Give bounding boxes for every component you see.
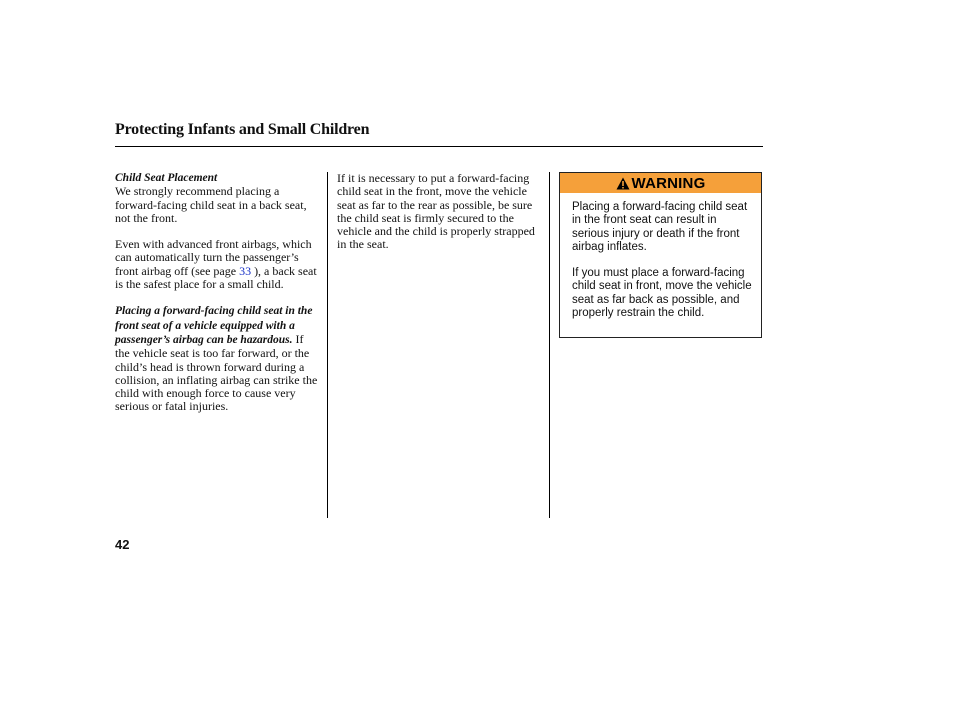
warning-triangle-icon <box>616 177 630 190</box>
warning-body <box>560 193 761 320</box>
paragraph-text: ), a back seat is the safest place for a small child. <box>115 263 317 292</box>
title-rule <box>115 146 763 147</box>
warning-paragraph: If you must place a forward-facing child seat in front, move the vehicle seat as far back as possible, and properly restrain the child. <box>572 267 752 320</box>
warning-header <box>560 173 761 193</box>
warning-box <box>559 172 762 338</box>
page-number: 42 <box>115 537 130 552</box>
column-middle <box>337 172 542 252</box>
paragraph-hazard <box>115 304 321 413</box>
section-heading: Child Seat Placement <box>115 172 218 184</box>
warning-paragraph: Placing a forward-facing child seat in the front seat can result in serious injury or death if the front airbag inflates. <box>572 201 748 253</box>
paragraph-advanced-airbags <box>115 238 321 291</box>
column-divider <box>549 172 550 518</box>
page-title: Protecting Infants and Small Children <box>115 121 370 138</box>
paragraph-front-seat: If it is necessary to put a forward-facing child seat in the front, move the vehicle seat as far to the rear as possible, be sure the child seat is firmly secured to the vehicle and the child is properly strapped in the seat. <box>337 171 535 252</box>
hazard-bold-lead: Placing a forward-facing child seat in the front seat of a vehicle equipped with a passenger’s airbag can be hazardous. <box>115 305 313 346</box>
hazard-text: If the vehicle seat is too far forward, or the child’s head is thrown forward during a collision, an inflating airbag can strike the child with enough force to cause very serious or fatal injuries. <box>115 331 318 414</box>
column-left <box>115 172 321 414</box>
warning-label: WARNING <box>631 174 706 192</box>
paragraph-recommend: We strongly recommend placing a forward-facing child seat in a back seat, not the front. <box>115 184 307 225</box>
column-divider <box>327 172 328 518</box>
page-reference-link[interactable]: 33 <box>239 263 252 278</box>
paragraph-text: Even with advanced front airbags, which can automatically turn the passenger’s front airbag off (see page <box>115 237 312 278</box>
